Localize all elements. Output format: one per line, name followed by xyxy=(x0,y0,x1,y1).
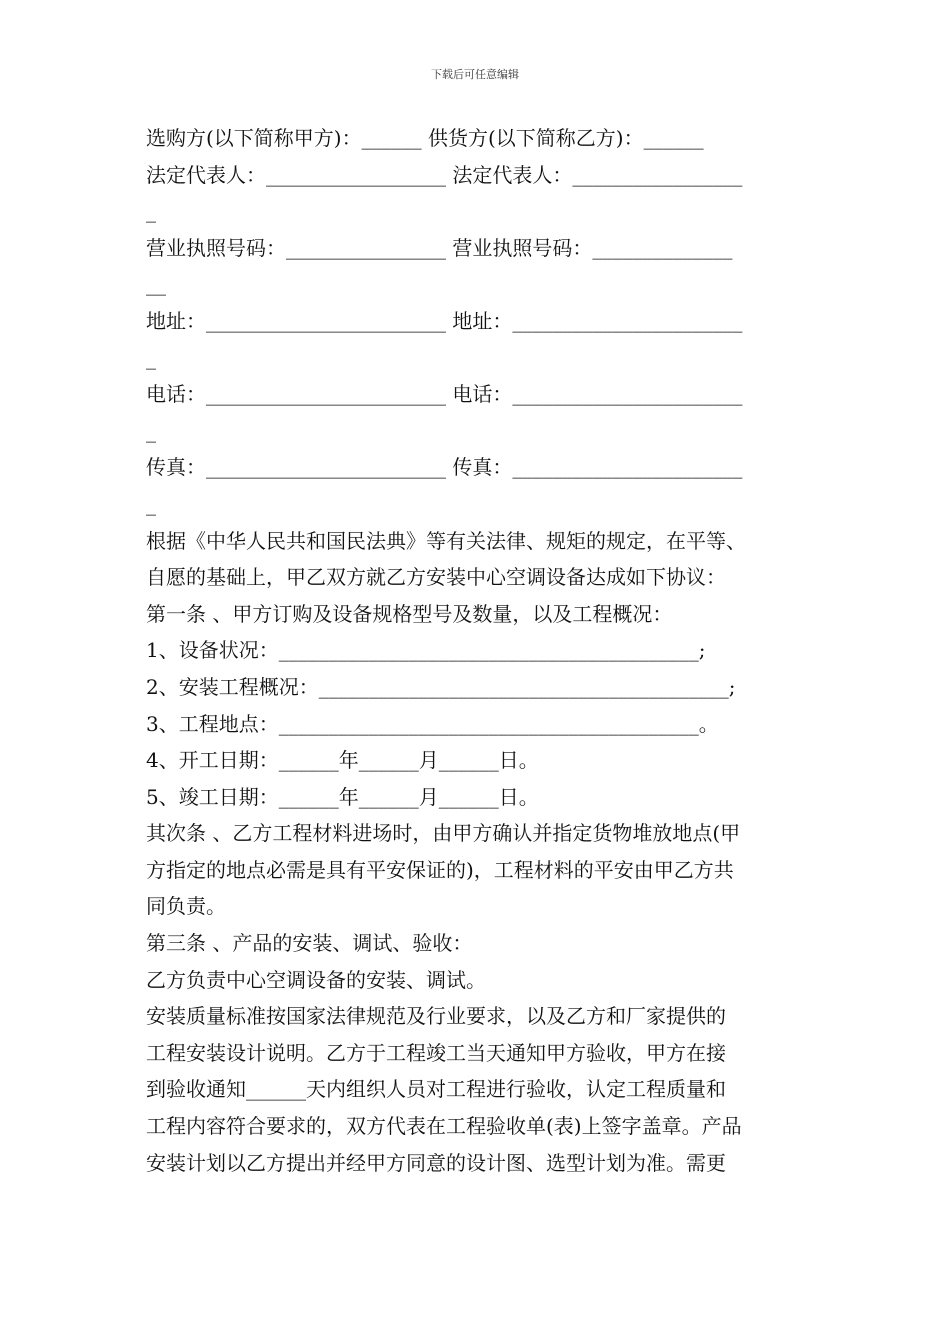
article-3-title: 第三条 、产品的安装、调试、验收： xyxy=(146,931,473,956)
contract-body xyxy=(146,120,812,1181)
legal-rep-overflow: _ xyxy=(146,199,156,224)
article-1-item-1: 1、设备状况：__________________________________________; xyxy=(146,638,706,663)
article-2-line-1: 其次条 、乙方工程材料进场时，由甲方确认并指定货物堆放地点(甲 xyxy=(146,821,741,846)
article-1-item-4: 4、开工日期：______年______月______日。 xyxy=(146,748,539,773)
article-1-item-2: 2、安装工程概况：_________________________________________; xyxy=(146,674,736,699)
article-3-para-line-1: 安装质量标准按国家法律规范及行业要求，以及乙方和厂家提供的 xyxy=(146,1004,726,1029)
phone-overflow: _ xyxy=(146,418,156,443)
fax-line: 传真：________________________ 传真：_______________________ xyxy=(146,455,743,480)
preamble-line-2: 自愿的基础上，甲乙双方就乙方安装中心空调设备达成如下协议： xyxy=(146,565,726,590)
legal-rep-line: 法定代表人：__________________ 法定代表人：_________________ xyxy=(146,162,743,187)
preamble-line-1: 根据《中华人民共和国民法典》等有关法律、规矩的规定，在平等、 xyxy=(146,528,746,553)
article-3-para-line-4: 工程内容符合要求的，双方代表在工程验收单(表)上签字盖章。产品 xyxy=(146,1114,742,1139)
article-3-para-line-2: 工程安装设计说明。乙方于工程竣工当天通知甲方验收，甲方在接 xyxy=(146,1040,726,1065)
article-3-line-1: 乙方负责中心空调设备的安装、调试。 xyxy=(146,967,486,992)
article-3-para-line-3: 到验收通知______天内组织人员对工程进行验收，认定工程质量和 xyxy=(146,1077,726,1102)
fax-overflow: _ xyxy=(146,491,156,516)
article-2-line-3: 同负责。 xyxy=(146,894,226,919)
party-names-line: 选购方(以下简称甲方)：______ 供货方(以下简称乙方)：______ xyxy=(146,126,704,150)
article-1-item-3: 3、工程地点：__________________________________________。 xyxy=(146,711,719,736)
article-1-item-5: 5、竣工日期：______年______月______日。 xyxy=(146,784,539,809)
license-number-overflow: __ xyxy=(146,272,166,297)
phone-line: 电话：________________________ 电话：_______________________ xyxy=(146,382,743,407)
article-1-title: 第一条 、甲方订购及设备规格型号及数量，以及工程概况： xyxy=(146,601,673,626)
license-number-line: 营业执照号码：________________ 营业执照号码：______________ xyxy=(146,235,733,260)
article-3-para-line-5: 安装计划以乙方提出并经甲方同意的设计图、选型计划为准。需更 xyxy=(146,1150,726,1175)
address-line: 地址：________________________ 地址：_______________________ xyxy=(146,308,743,333)
article-2-line-2: 方指定的地点必需是具有平安保证的)，工程材料的平安由甲乙方共 xyxy=(146,857,734,882)
address-overflow: _ xyxy=(146,345,156,370)
page-header-note: 下载后可任意编辑 xyxy=(431,68,519,81)
